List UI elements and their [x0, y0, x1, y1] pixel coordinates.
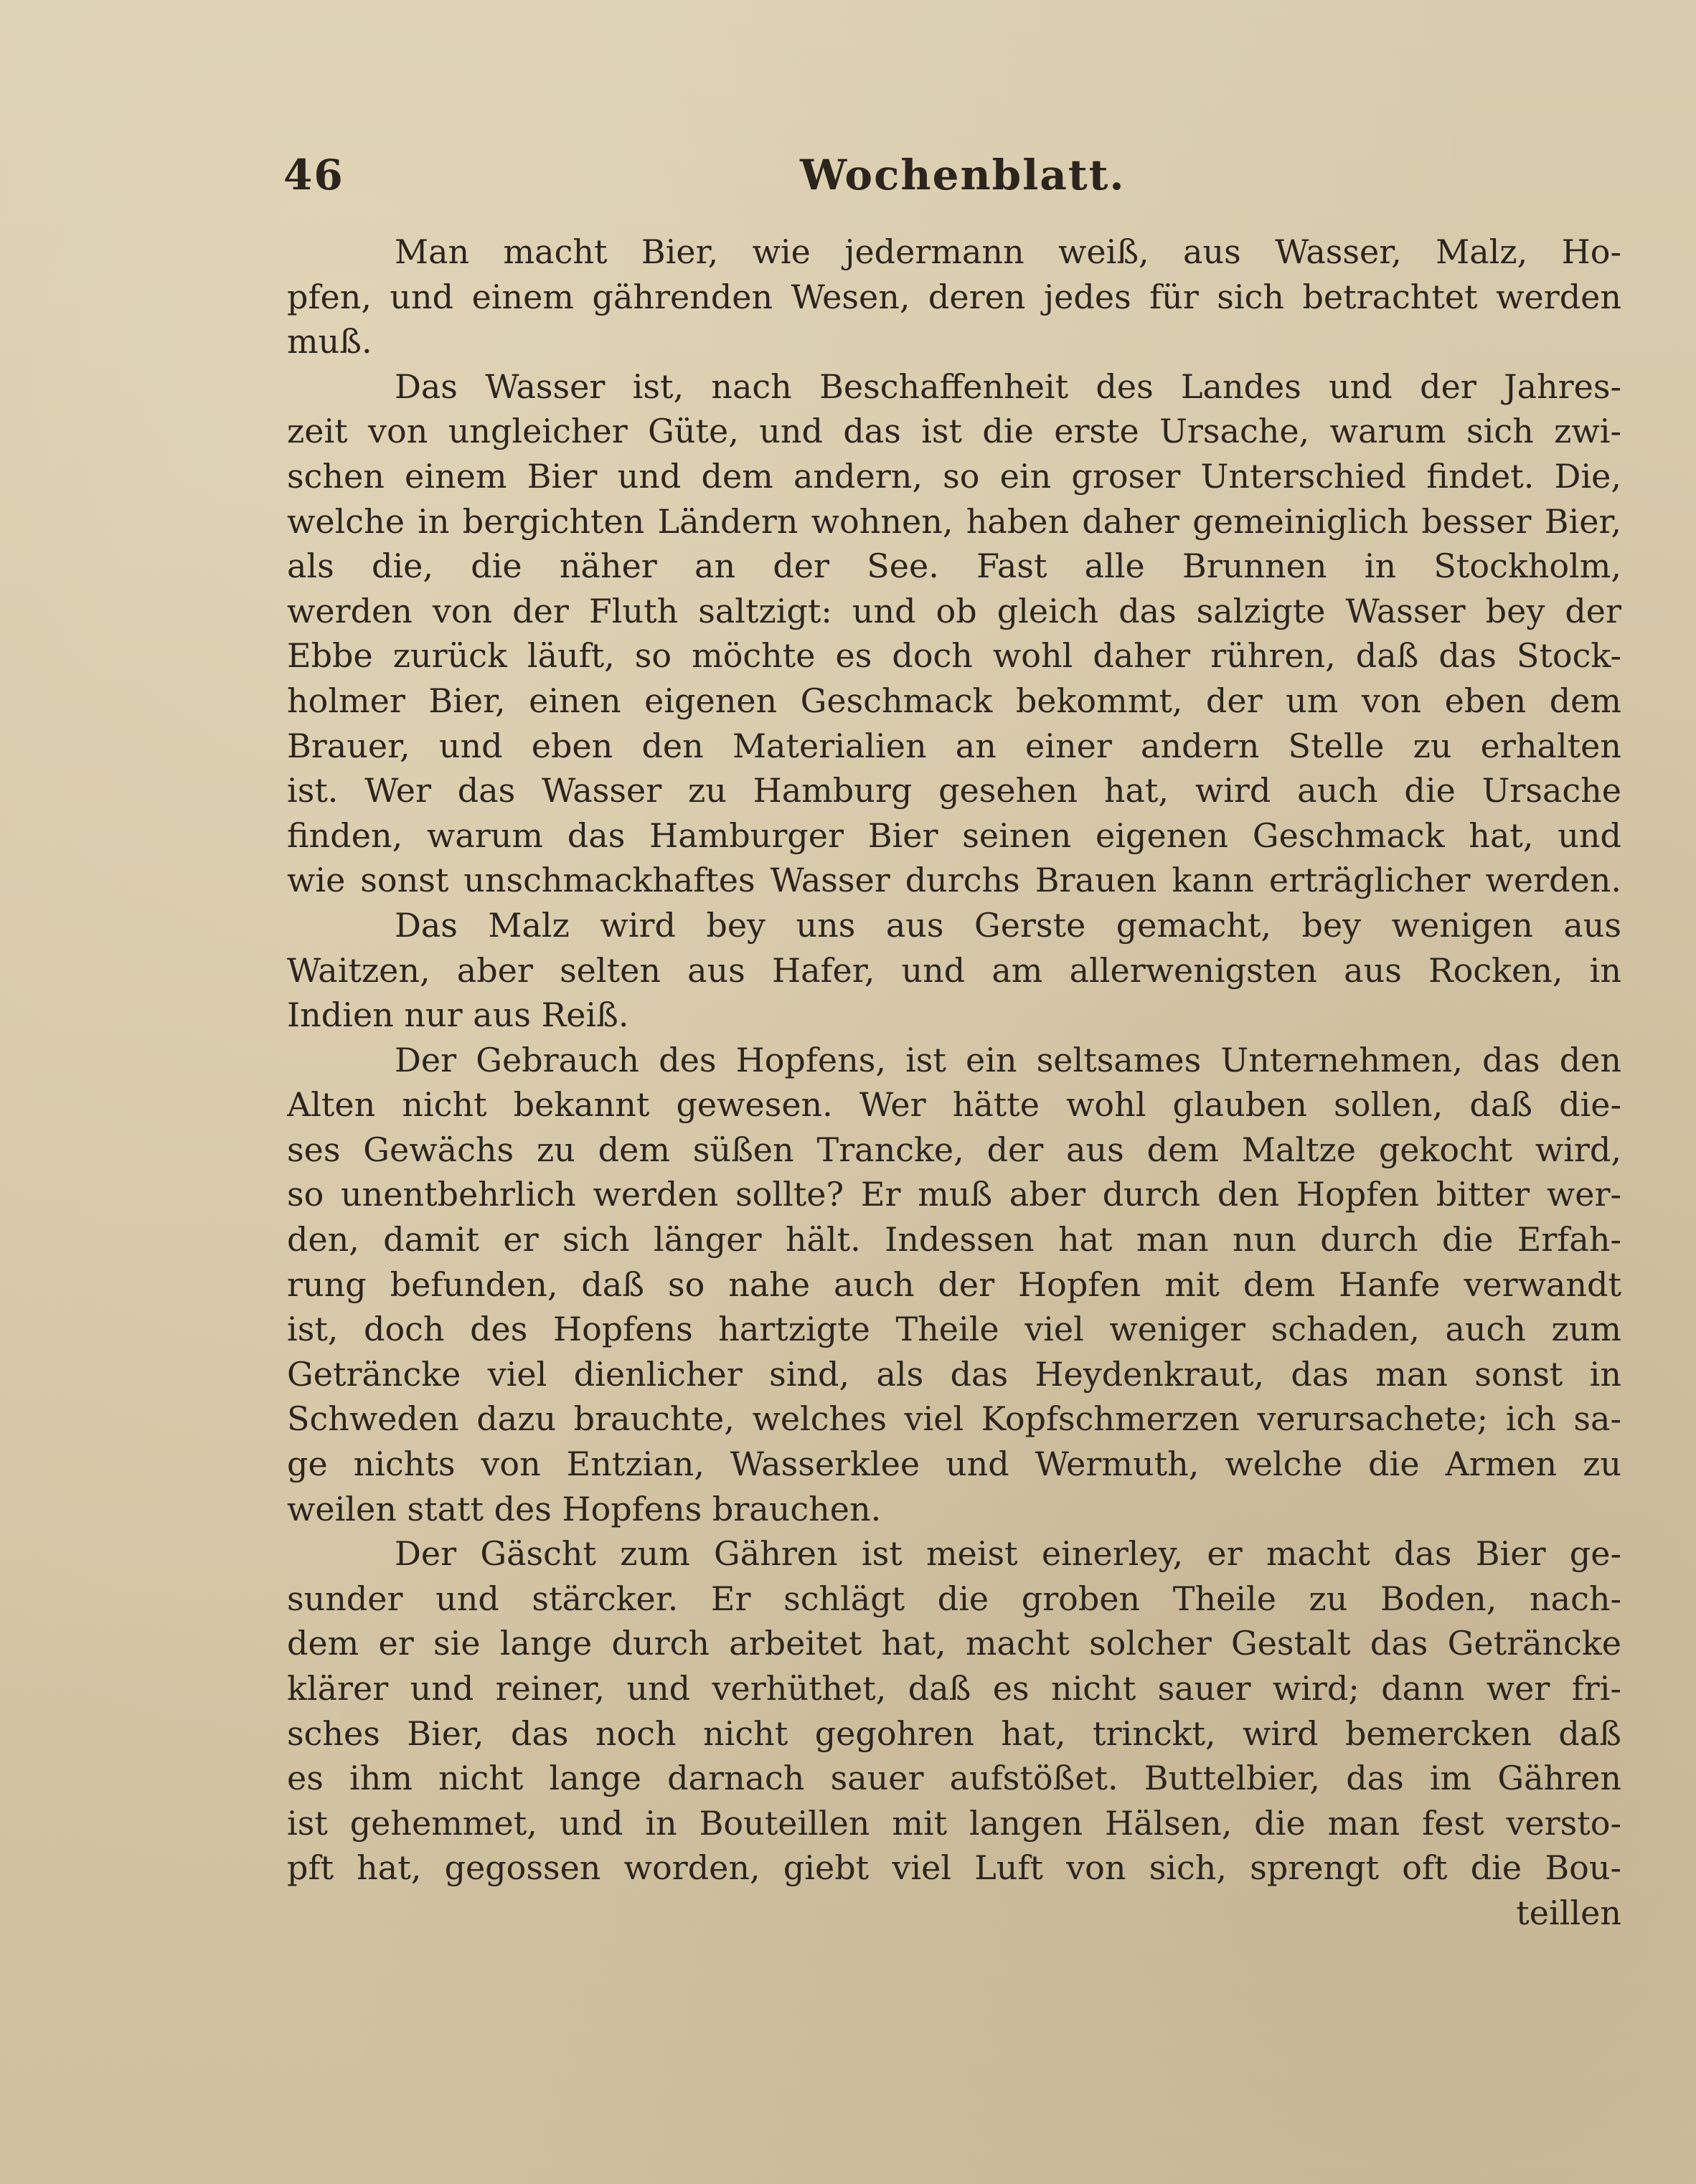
text-line: Brauer, und eben den Materialien an einer andern Stelle zu erhalten: [287, 726, 1621, 765]
text-line: wie sonst unschmackhaftes Wasser durchs Brauen kann erträglicher werden.: [287, 861, 1621, 900]
text-line: den, damit er sich länger hält. Indessen hat man nun durch die Erfah-: [287, 1220, 1621, 1259]
text-line: ist gehemmet, und in Bouteillen mit langen Hälsen, die man fest versto-: [287, 1803, 1621, 1843]
text-line: schen einem Bier und dem andern, so ein groser Unterschied findet. Die,: [287, 456, 1621, 496]
text-line: Ebbe zurück läuft, so möchte es doch wohl daher rühren, daß das Stock-: [287, 636, 1621, 676]
text-line: Der Gäscht zum Gähren ist meist einerley, er macht das Bier ge-: [395, 1534, 1621, 1574]
text-line: dem er sie lange durch arbeitet hat, macht solcher Gestalt das Geträncke: [287, 1624, 1621, 1663]
text-line: ge nichts von Entzian, Wasserklee und Wermuth, welche die Armen zu: [287, 1445, 1621, 1484]
page-number: 46: [283, 151, 344, 199]
text-line: Alten nicht bekannt gewesen. Wer hätte wohl glauben sollen, daß die-: [287, 1085, 1621, 1125]
text-line: ist, doch des Hopfens hartzigte Theile viel weniger schaden, auch zum: [287, 1310, 1621, 1349]
text-line: sunder und stärcker. Er schlägt die groben Theile zu Boden, nach-: [287, 1579, 1621, 1618]
text-line: rung befunden, daß so nahe auch der Hopfen mit dem Hanfe verwandt: [287, 1264, 1621, 1304]
text-line: Indien nur aus Reiß.: [287, 996, 629, 1035]
text-line: als die, die näher an der See. Fast alle Brunnen in Stockholm,: [287, 547, 1621, 586]
text-line: Der Gebrauch des Hopfens, ist ein seltsames Unternehmen, das den: [395, 1040, 1621, 1079]
body-text: [287, 230, 1621, 1936]
text-line: ses Gewächs zu dem süßen Trancke, der aus dem Maltze gekocht wird,: [287, 1130, 1621, 1169]
text-line: klärer und reiner, und verhüthet, daß es nicht sauer wird; dann wer fri-: [287, 1669, 1621, 1708]
text-line: holmer Bier, einen eigenen Geschmack bekommt, der um von eben dem: [287, 681, 1621, 720]
text-line: muß.: [287, 322, 372, 361]
text-line: Schweden dazu brauchte, welches viel Kopfschmerzen verursachete; ich sa-: [287, 1399, 1621, 1439]
text-line: zeit von ungleicher Güte, und das ist die erste Ursache, warum sich zwi-: [287, 412, 1621, 451]
running-head: Wochenblatt.: [800, 151, 1126, 199]
text-line: pft hat, gegossen worden, giebt viel Luft von sich, sprengt oft die Bou-: [287, 1848, 1621, 1888]
text-line: ist. Wer das Wasser zu Hamburg gesehen hat, wird auch die Ursache: [287, 771, 1621, 810]
text-line: weilen statt des Hopfens brauchen.: [287, 1489, 882, 1528]
text-line: sches Bier, das noch nicht gegohren hat, trinckt, wird bemercken daß: [287, 1713, 1621, 1753]
text-line: Waitzen, aber selten aus Hafer, und am allerwenigsten aus Rocken, in: [287, 950, 1621, 990]
text-line: Man macht Bier, wie jedermann weiß, aus Wasser, Malz, Ho-: [395, 232, 1621, 271]
catchword: teillen: [1516, 1893, 1621, 1932]
text-line: pfen, und einem gährenden Wesen, deren jedes für sich betrachtet werden: [287, 277, 1621, 316]
text-line: Geträncke viel dienlicher sind, als das Heydenkraut, das man sonst in: [287, 1354, 1621, 1394]
page-header: [283, 151, 1618, 215]
text-line: es ihm nicht lange darnach sauer aufstößet. Buttelbier, das im Gähren: [287, 1759, 1621, 1798]
text-line: so unentbehrlich werden sollte? Er muß aber durch den Hopfen bitter wer-: [287, 1175, 1621, 1214]
text-line: Das Malz wird bey uns aus Gerste gemacht, bey wenigen aus: [395, 905, 1621, 945]
text-line: welche in bergichten Ländern wohnen, haben daher gemeiniglich besser Bier,: [287, 501, 1621, 541]
text-line: Das Wasser ist, nach Beschaffenheit des Landes und der Jahres-: [395, 367, 1621, 406]
text-line: werden von der Fluth saltzigt: und ob gleich das salzigte Wasser bey der: [287, 591, 1621, 630]
text-line: finden, warum das Hamburger Bier seinen eigenen Geschmack hat, und: [287, 816, 1621, 855]
